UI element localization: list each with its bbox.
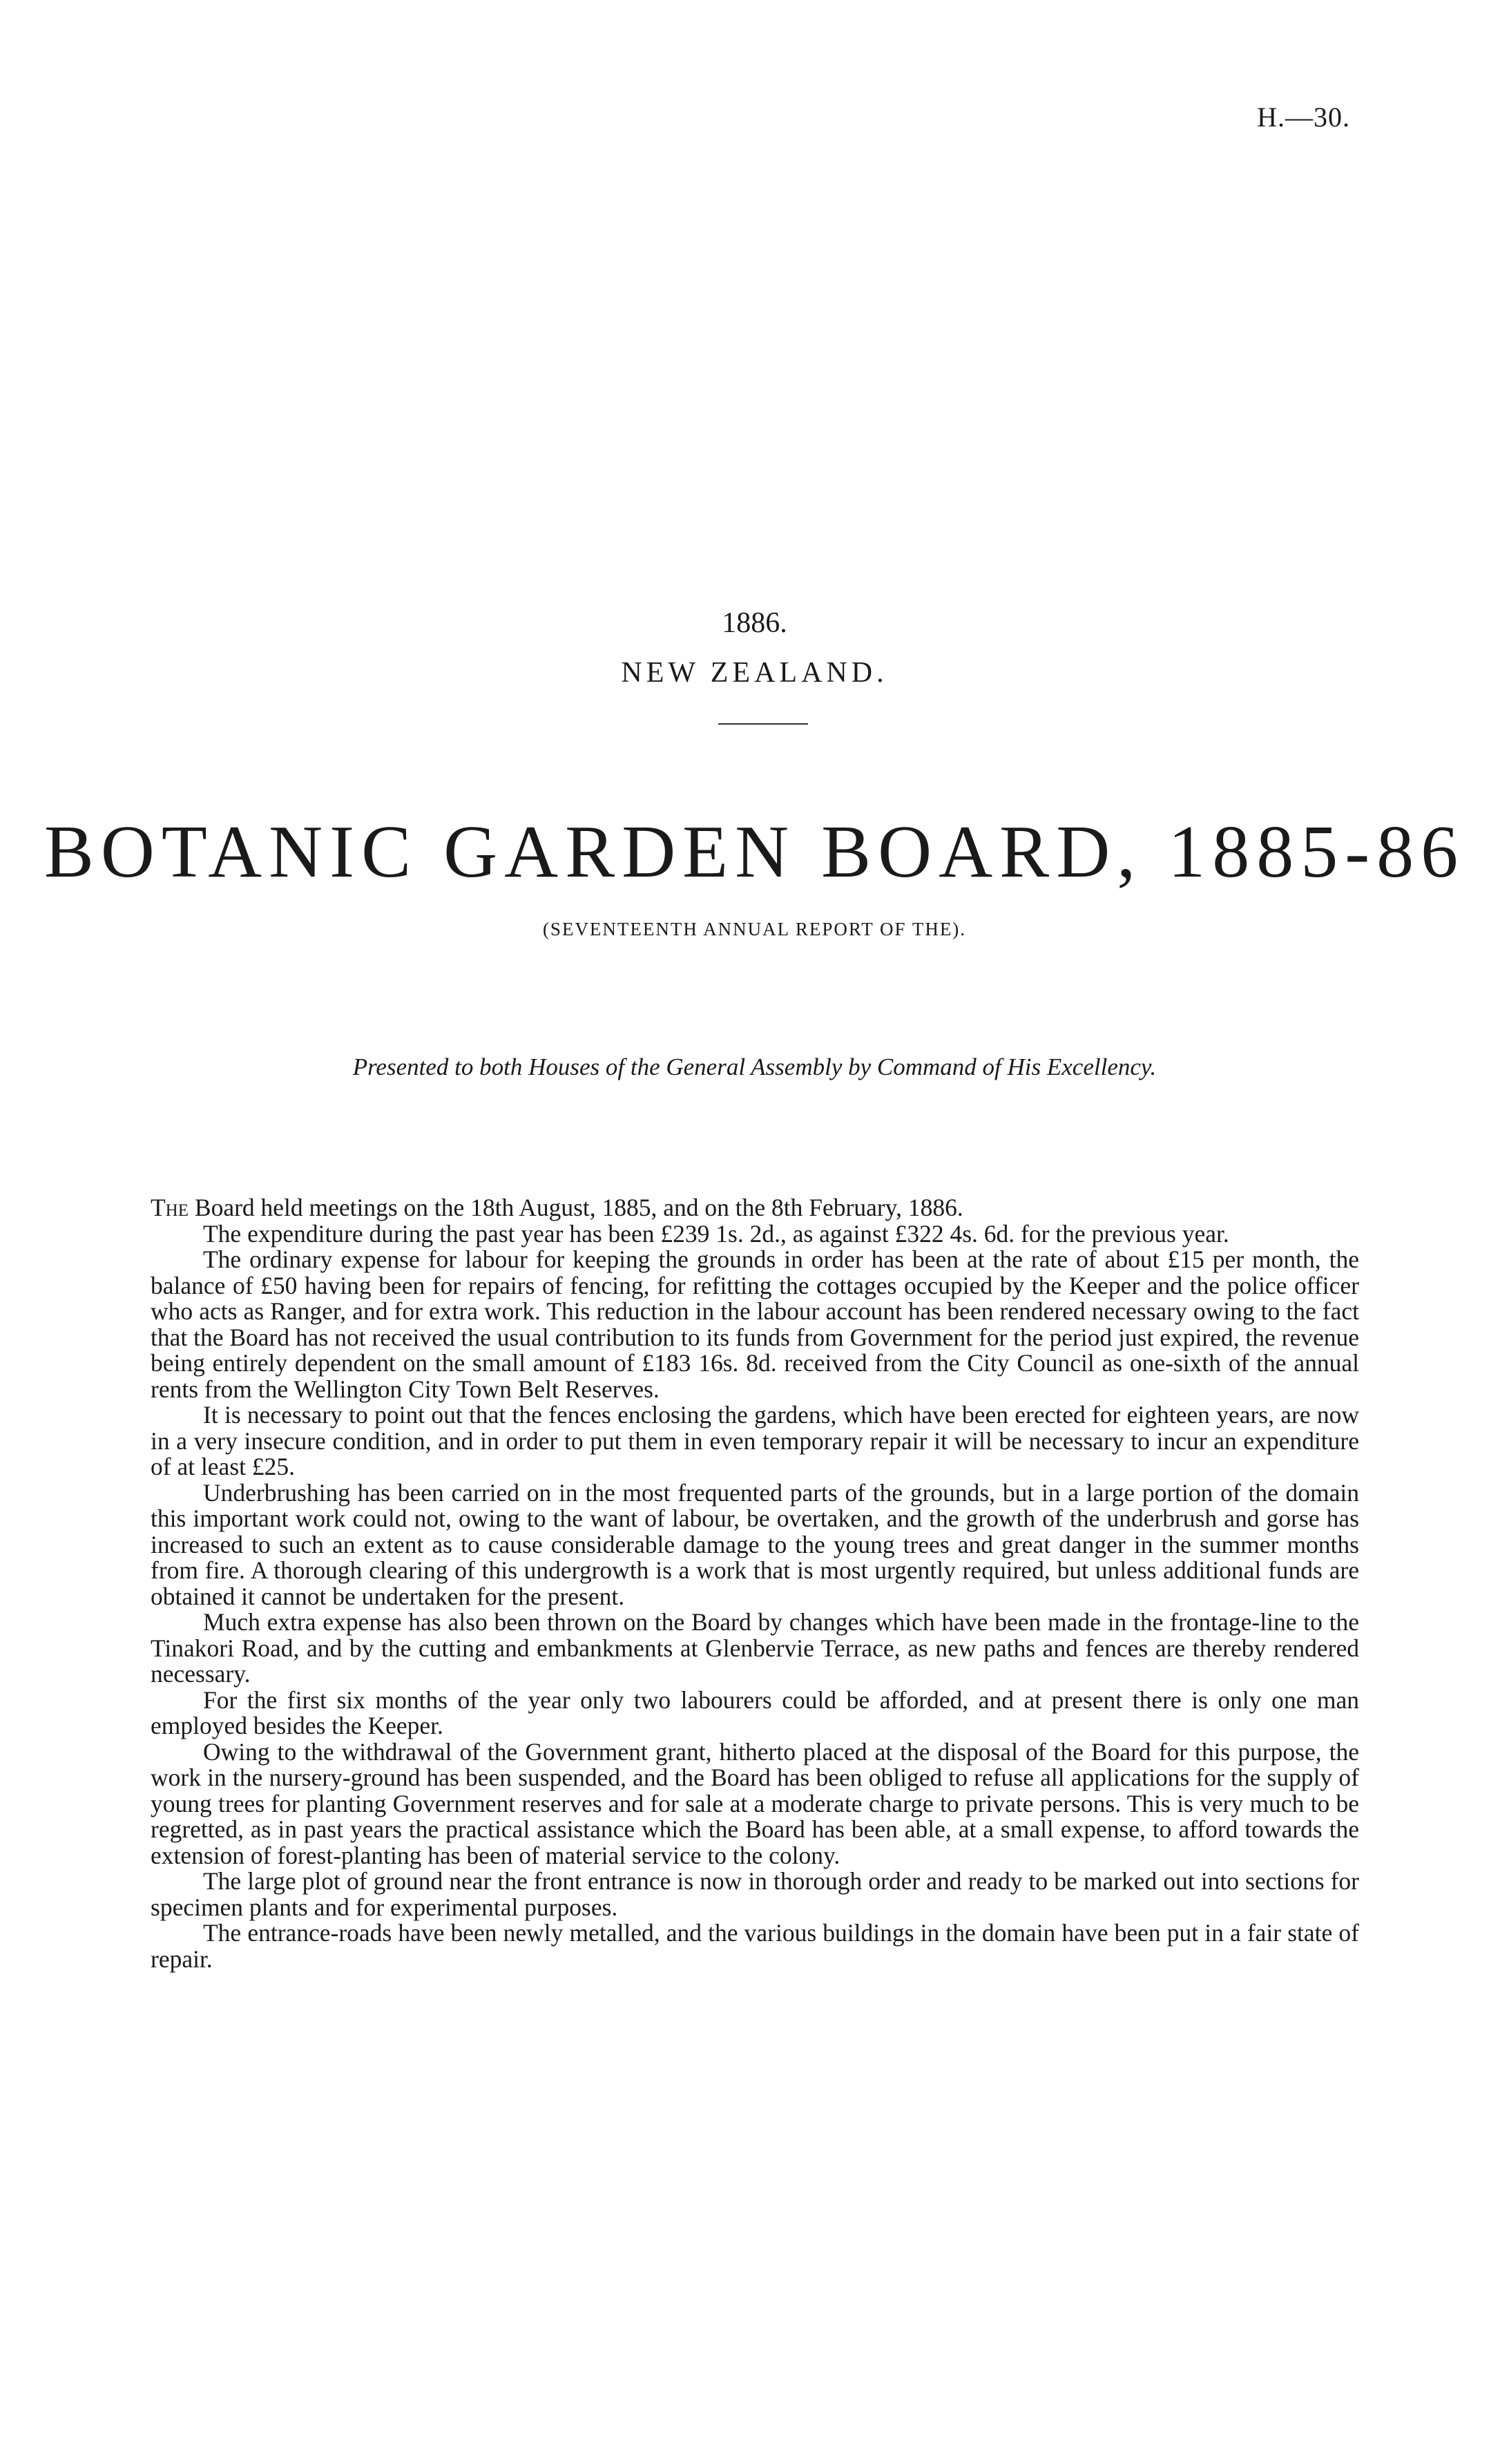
paragraph-4: It is necessary to point out that the fences enclosing the gardens, which have been erected for eighteen years, are now in a very insecure condition, and in order to put them in even temporary repair it will be necessary to incur an expenditure of at least £25.	[151, 1401, 1359, 1480]
presentation-line: Presented to both Houses of the General Assembly by Command of His Excellency.	[352, 1053, 1157, 1080]
lead-word: The	[151, 1194, 189, 1221]
country-heading: NEW ZEALAND.	[621, 657, 888, 689]
paragraph-7: For the first six months of the year only two labourers could be afforded, and at present there is only one man employed besides the Keeper.	[151, 1685, 1359, 1739]
report-body	[151, 1195, 1359, 1972]
page-subtitle: (SEVENTEENTH ANNUAL REPORT OF THE).	[542, 919, 967, 939]
paragraph-1-text: Board held meetings on the 18th August, 1885, and on the 8th February, 1886.	[189, 1194, 963, 1221]
paragraph-3: The ordinary expense for labour for keeping the grounds in order has been at the rate of about £15 per month, the balance of £50 having been for repairs of fencing, for refitting the cottages occupied by the Keeper and the police officer who acts as Ranger, and for extra work. This reduction in the labour account has been rendered necessary owing to the fact that the Board has not received the usual contribution to its funds from Government for the period just expired, the revenue being entirely dependent on the small amount of £183 16s. 8d. received from the City Council as one-sixth of the annual rents from the Wellington City Town Belt Reserves.	[151, 1245, 1359, 1403]
paragraph-6: Much extra expense has also been thrown on the Board by changes which have been made in the frontage-line to the Tinakori Road, and by the cutting and embankments at Glenbervie Terrace, as new paths and fences are thereby rendered necessary.	[151, 1608, 1359, 1688]
page-reference: H.—30.	[1257, 102, 1350, 133]
page-title: BOTANIC GARDEN BOARD, 1885-86	[44, 811, 1465, 893]
paragraph-8: Owing to the withdrawal of the Government grant, hitherto placed at the disposal of the Board for this purpose, the work in the nursery-ground has been suspended, and the Board has been obliged to refuse all applications for the supply of young trees for planting Government reserves and for sale at a moderate charge to private persons. This is very much to be regretted, as in past years the practical assistance which the Board has been able, at a small expense, to afford towards the extension of forest-planting has been of material service to the colony.	[151, 1737, 1359, 1869]
paragraph-9: The large plot of ground near the front entrance is now in thorough order and ready to be marked out into sections for specimen plants and for experimental purposes.	[151, 1867, 1359, 1921]
paragraph-10: The entrance-roads have been newly metalled, and the various buildings in the domain have been put in a fair state of repair.	[151, 1919, 1359, 1973]
paragraph-1	[151, 1195, 1359, 1221]
heading-divider	[718, 723, 808, 725]
paragraph-5: Underbrushing has been carried on in the most frequented parts of the grounds, but in a large portion of the domain this important work could not, owing to the want of labour, be overtaken, and the growth of the underbrush and gorse has increased to such an extent as to cause considerable damage to the young trees and great danger in the summer months from fire. A thorough clearing of this undergrowth is a work that is most urgently required, but unless additional funds are obtained it cannot be undertaken for the present.	[151, 1478, 1359, 1610]
report-year: 1886.	[722, 607, 787, 639]
paragraph-2: The expenditure during the past year has been £239 1s. 2d., as against £322 4s. 6d. for the previous year.	[203, 1219, 1229, 1248]
